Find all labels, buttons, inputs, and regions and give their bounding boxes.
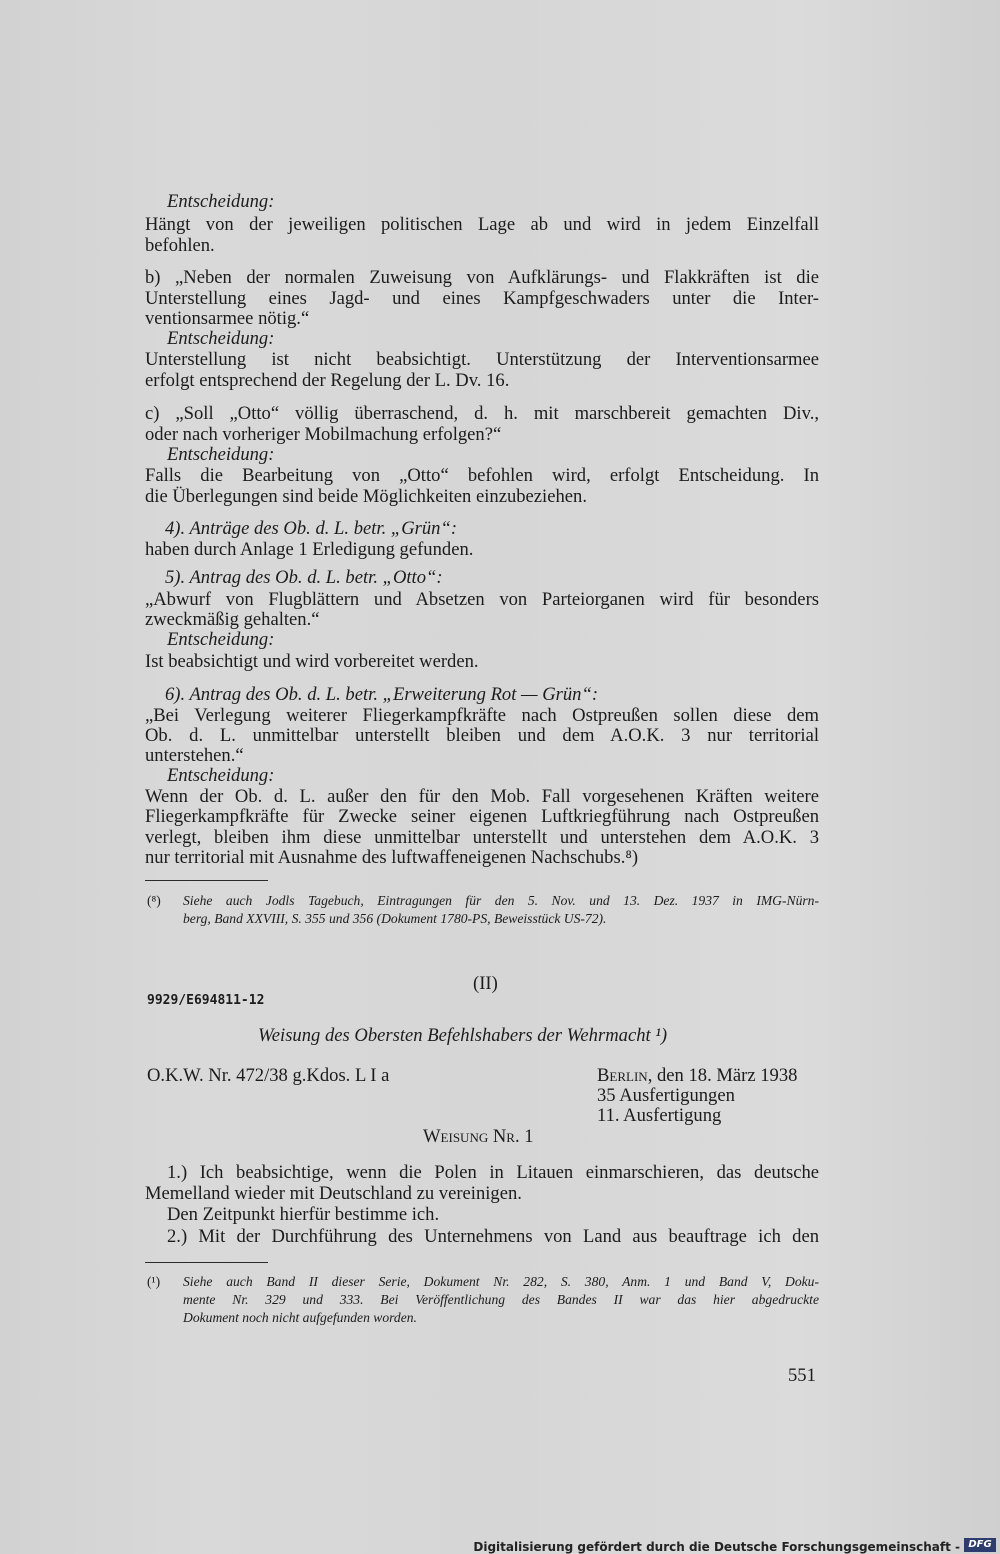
body-line: verlegt, bleiben ihm diese unmittelbar unterstellt und unterstehen dem A.O.K. 3	[145, 827, 819, 848]
footnote-line: Siehe auch Band II dieser Serie, Dokument Nr. 282, S. 380, Anm. 1 und Band V, Doku-	[183, 1274, 819, 1289]
decision-heading: Entscheidung:	[167, 765, 275, 786]
footnote-rule	[145, 1262, 268, 1263]
footnote-marker: (¹)	[147, 1274, 161, 1289]
place: Berlin	[597, 1065, 648, 1086]
body-line: b) „Neben der normalen Zuweisung von Aufklärungs- und Flakkräften ist die	[145, 267, 819, 288]
body-line: erfolgt entsprechend der Regelung der L. Dv. 16.	[145, 370, 510, 391]
body-line: „Bei Verlegung weiterer Fliegerkampfkräfte nach Ostpreußen sollen diese dem	[145, 705, 819, 726]
decision-heading: Entscheidung:	[167, 444, 275, 465]
decision-heading: Entscheidung:	[167, 629, 275, 650]
body-line: haben durch Anlage 1 Erledigung gefunden.	[145, 539, 474, 560]
footnote-marker: (⁸)	[147, 893, 161, 908]
document-title: Weisung des Obersten Befehlshabers der Wehrmacht ¹)	[258, 1025, 668, 1046]
copies-count: 35 Ausfertigungen	[597, 1085, 735, 1106]
body-line: Ob. d. L. unmittelbar unterstellt bleiben und dem A.O.K. 3 nur territorial	[145, 725, 819, 746]
dfg-logo-icon: DFG	[964, 1538, 996, 1552]
decision-heading: Entscheidung:	[167, 191, 275, 212]
body-line: Wenn der Ob. d. L. außer den für den Mob. Fall vorgesehenen Kräften weitere	[145, 786, 819, 807]
item-heading: 5). Antrag des Ob. d. L. betr. „Otto“:	[165, 567, 443, 588]
directive-heading: Weisung Nr. 1	[423, 1126, 534, 1147]
body-line: 1.) Ich beabsichtige, wenn die Polen in Litauen einmarschieren, das deutsche	[167, 1162, 819, 1183]
body-line: oder nach vorheriger Mobilmachung erfolgen?“	[145, 424, 502, 445]
place-date	[597, 1065, 797, 1087]
item-heading: 6). Antrag des Ob. d. L. betr. „Erweiterung Rot — Grün“:	[165, 684, 599, 705]
body-line: 2.) Mit der Durchführung des Unternehmens von Land aus beauftrage ich den	[167, 1226, 819, 1247]
footnote-line: Siehe auch Jodls Tagebuch, Eintragungen für den 5. Nov. und 13. Dez. 1937 in IMG-Nürn-	[183, 893, 819, 908]
body-line: Hängt von der jeweiligen politischen Lage ab und wird in jedem Einzelfall	[145, 214, 819, 235]
footnote-line: mente Nr. 329 und 333. Bei Veröffentlichung des Bandes II war das hier abgedruckte	[183, 1292, 819, 1307]
footnote-line: berg, Band XXVIII, S. 355 und 356 (Dokument 1780-PS, Beweisstück US-72).	[183, 911, 607, 926]
body-line: befohlen.	[145, 235, 215, 256]
body-line: Falls die Bearbeitung von „Otto“ befohlen wird, erfolgt Entscheidung. In	[145, 465, 819, 486]
footnote-line: Dokument noch nicht aufgefunden worden.	[183, 1310, 417, 1325]
body-line: unterstehen.“	[145, 745, 244, 766]
body-line: Den Zeitpunkt hierfür bestimme ich.	[167, 1204, 440, 1225]
reference-number: O.K.W. Nr. 472/38 g.Kdos. L I a	[147, 1065, 390, 1086]
body-line: Unterstellung ist nicht beabsichtigt. Unterstützung der Interventionsarmee	[145, 349, 819, 370]
body-line: zweckmäßig gehalten.“	[145, 609, 320, 630]
footnote-rule	[145, 880, 268, 881]
copy-number: 11. Ausfertigung	[597, 1105, 722, 1126]
body-line: die Überlegungen sind beide Möglichkeiten einzubeziehen.	[145, 486, 587, 507]
body-line: c) „Soll „Otto“ völlig überraschend, d. h. mit marschbereit gemachten Div.,	[145, 403, 819, 424]
document-id: 9929/E694811-12	[147, 993, 265, 1008]
date: , den 18. März 1938	[647, 1065, 798, 1086]
body-line: ventionsarmee nötig.“	[145, 308, 310, 329]
decision-heading: Entscheidung:	[167, 328, 275, 349]
body-line: Fliegerkampfkräfte für Zwecke seiner eigenen Luftkriegführung nach Ostpreußen	[145, 806, 819, 827]
footer-credit: Digitalisierung gefördert durch die Deutsche Forschungsgemeinschaft -	[473, 1540, 960, 1554]
body-line: „Abwurf von Flugblättern und Absetzen von Parteiorganen wird für besonders	[145, 589, 819, 610]
body-line: Ist beabsichtigt und wird vorbereitet werden.	[145, 651, 479, 672]
item-heading: 4). Anträge des Ob. d. L. betr. „Grün“:	[165, 518, 458, 539]
body-line: Memelland wieder mit Deutschland zu vereinigen.	[145, 1183, 522, 1204]
body-line: Unterstellung eines Jagd- und eines Kampfgeschwaders unter die Inter-	[145, 288, 819, 309]
page-number: 551	[788, 1365, 816, 1386]
section-number: (II)	[473, 973, 498, 994]
body-line: nur territorial mit Ausnahme des luftwaffeneigenen Nachschubs.⁸)	[145, 847, 639, 868]
